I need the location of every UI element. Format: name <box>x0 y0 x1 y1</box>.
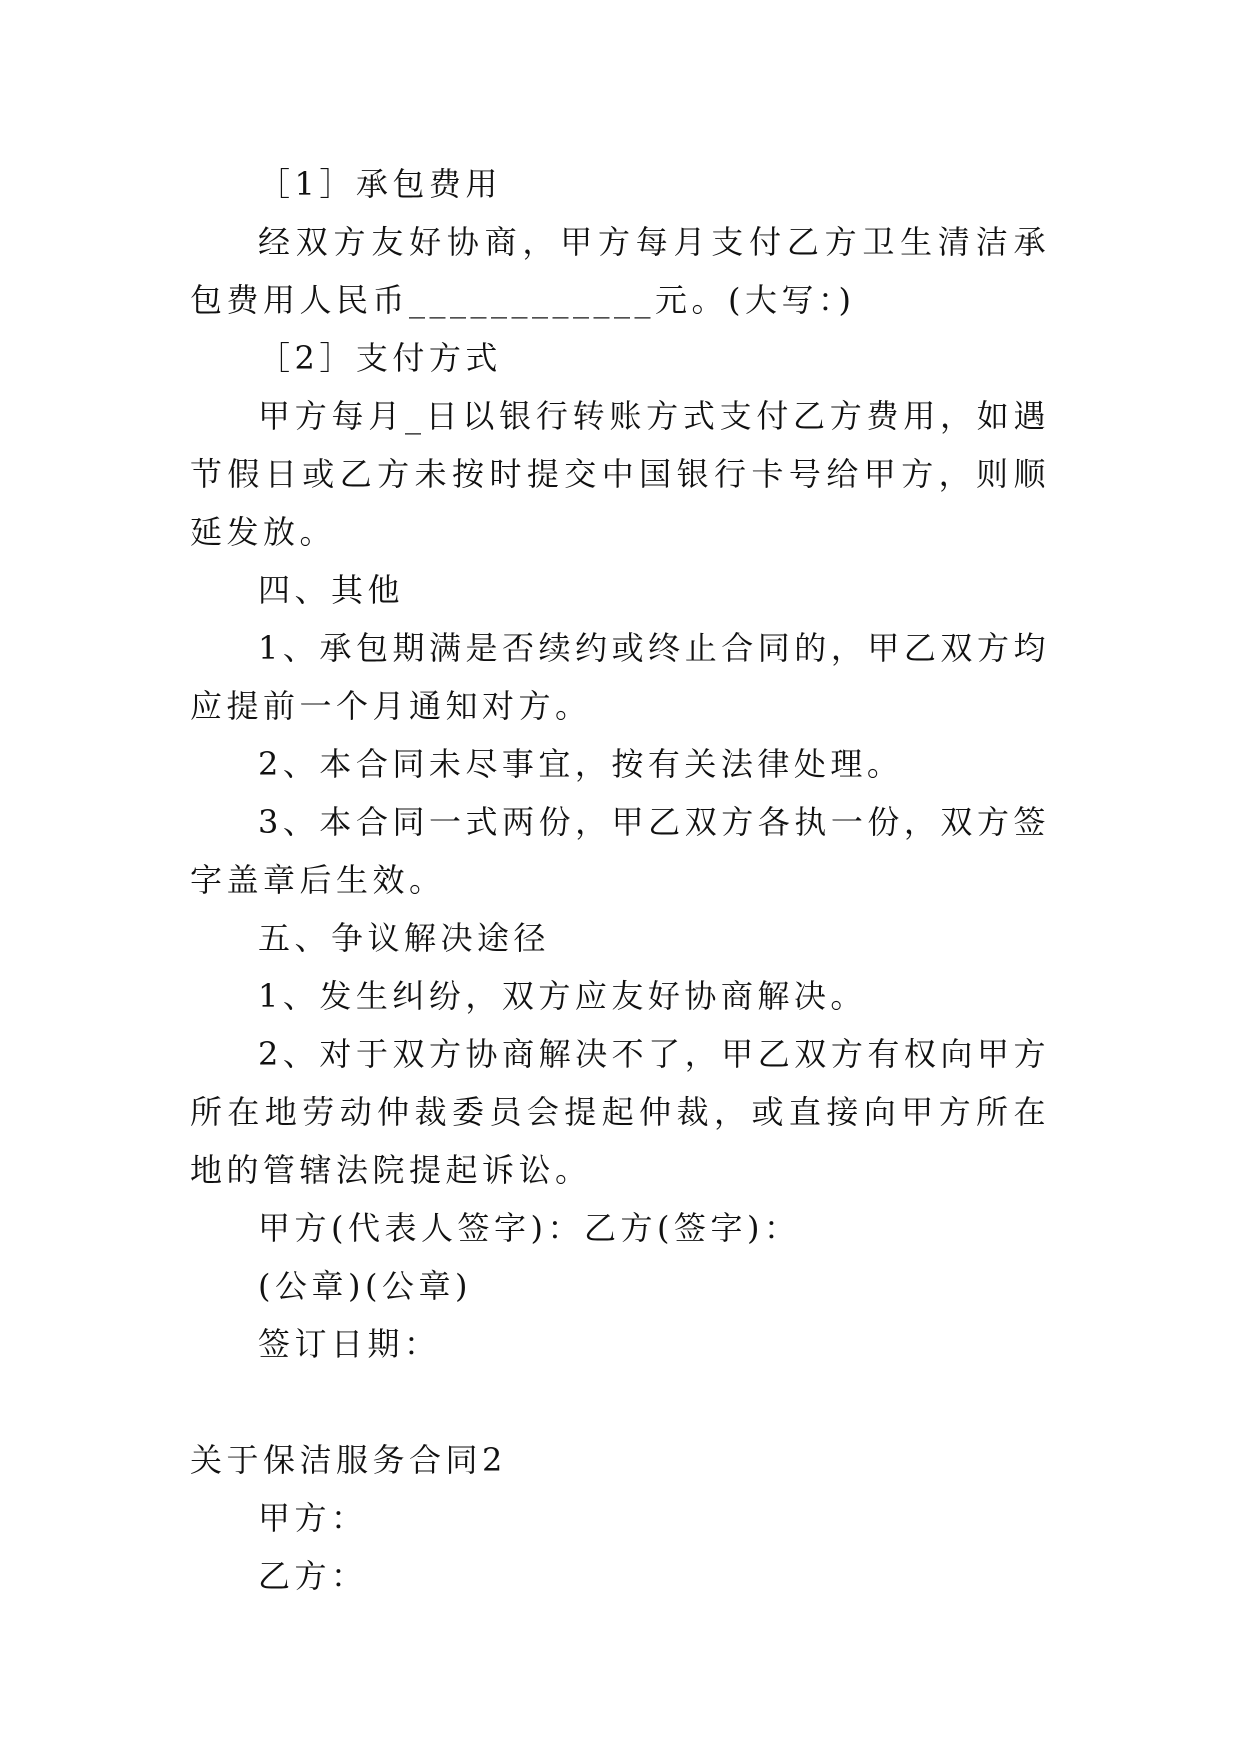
dispute-item-2: 2、对于双方协商解决不了，甲乙双方有权向甲方所在地劳动仲裁委员会提起仲裁，或直接向甲方所在地的管辖法院提起诉讼。 <box>190 1035 1050 1189</box>
fee-paragraph: 经双方友好协商，甲方每月支付乙方卫生清洁承包费用人民币____________元。(大写：) <box>190 223 1050 319</box>
section-heading-other: 四、其他 <box>258 571 405 609</box>
section-title: 关于保洁服务合同2 <box>190 1441 507 1479</box>
blank-spacer <box>190 1373 1050 1431</box>
dispute-item-1: 1、发生纠纷，双方应友好协商解决。 <box>258 977 867 1015</box>
other-item-2: 2、本合同未尽事宜，按有关法律处理。 <box>258 745 904 783</box>
party-a-label: 甲方： <box>258 1499 368 1537</box>
section-heading-dispute: 五、争议解决途径 <box>258 919 551 957</box>
payment-paragraph: 甲方每月_日以银行转账方式支付乙方费用，如遇节假日或乙方未按时提交中国银行卡号给甲方，则顺延发放。 <box>190 397 1050 551</box>
contract-text <box>190 155 1050 1605</box>
clause-heading-payment: ［2］支付方式 <box>258 339 502 377</box>
seal-line: (公章)(公章) <box>258 1267 472 1305</box>
clause-heading-fee: ［1］承包费用 <box>258 165 502 203</box>
party-b-label: 乙方： <box>258 1557 368 1595</box>
signature-line: 甲方(代表人签字)：乙方(签字)： <box>258 1209 801 1247</box>
sign-date-line: 签订日期： <box>258 1325 441 1363</box>
other-item-1: 1、承包期满是否续约或终止合同的，甲乙双方均应提前一个月通知对方。 <box>190 629 1050 725</box>
other-item-3: 3、本合同一式两份，甲乙双方各执一份，双方签字盖章后生效。 <box>190 803 1050 899</box>
